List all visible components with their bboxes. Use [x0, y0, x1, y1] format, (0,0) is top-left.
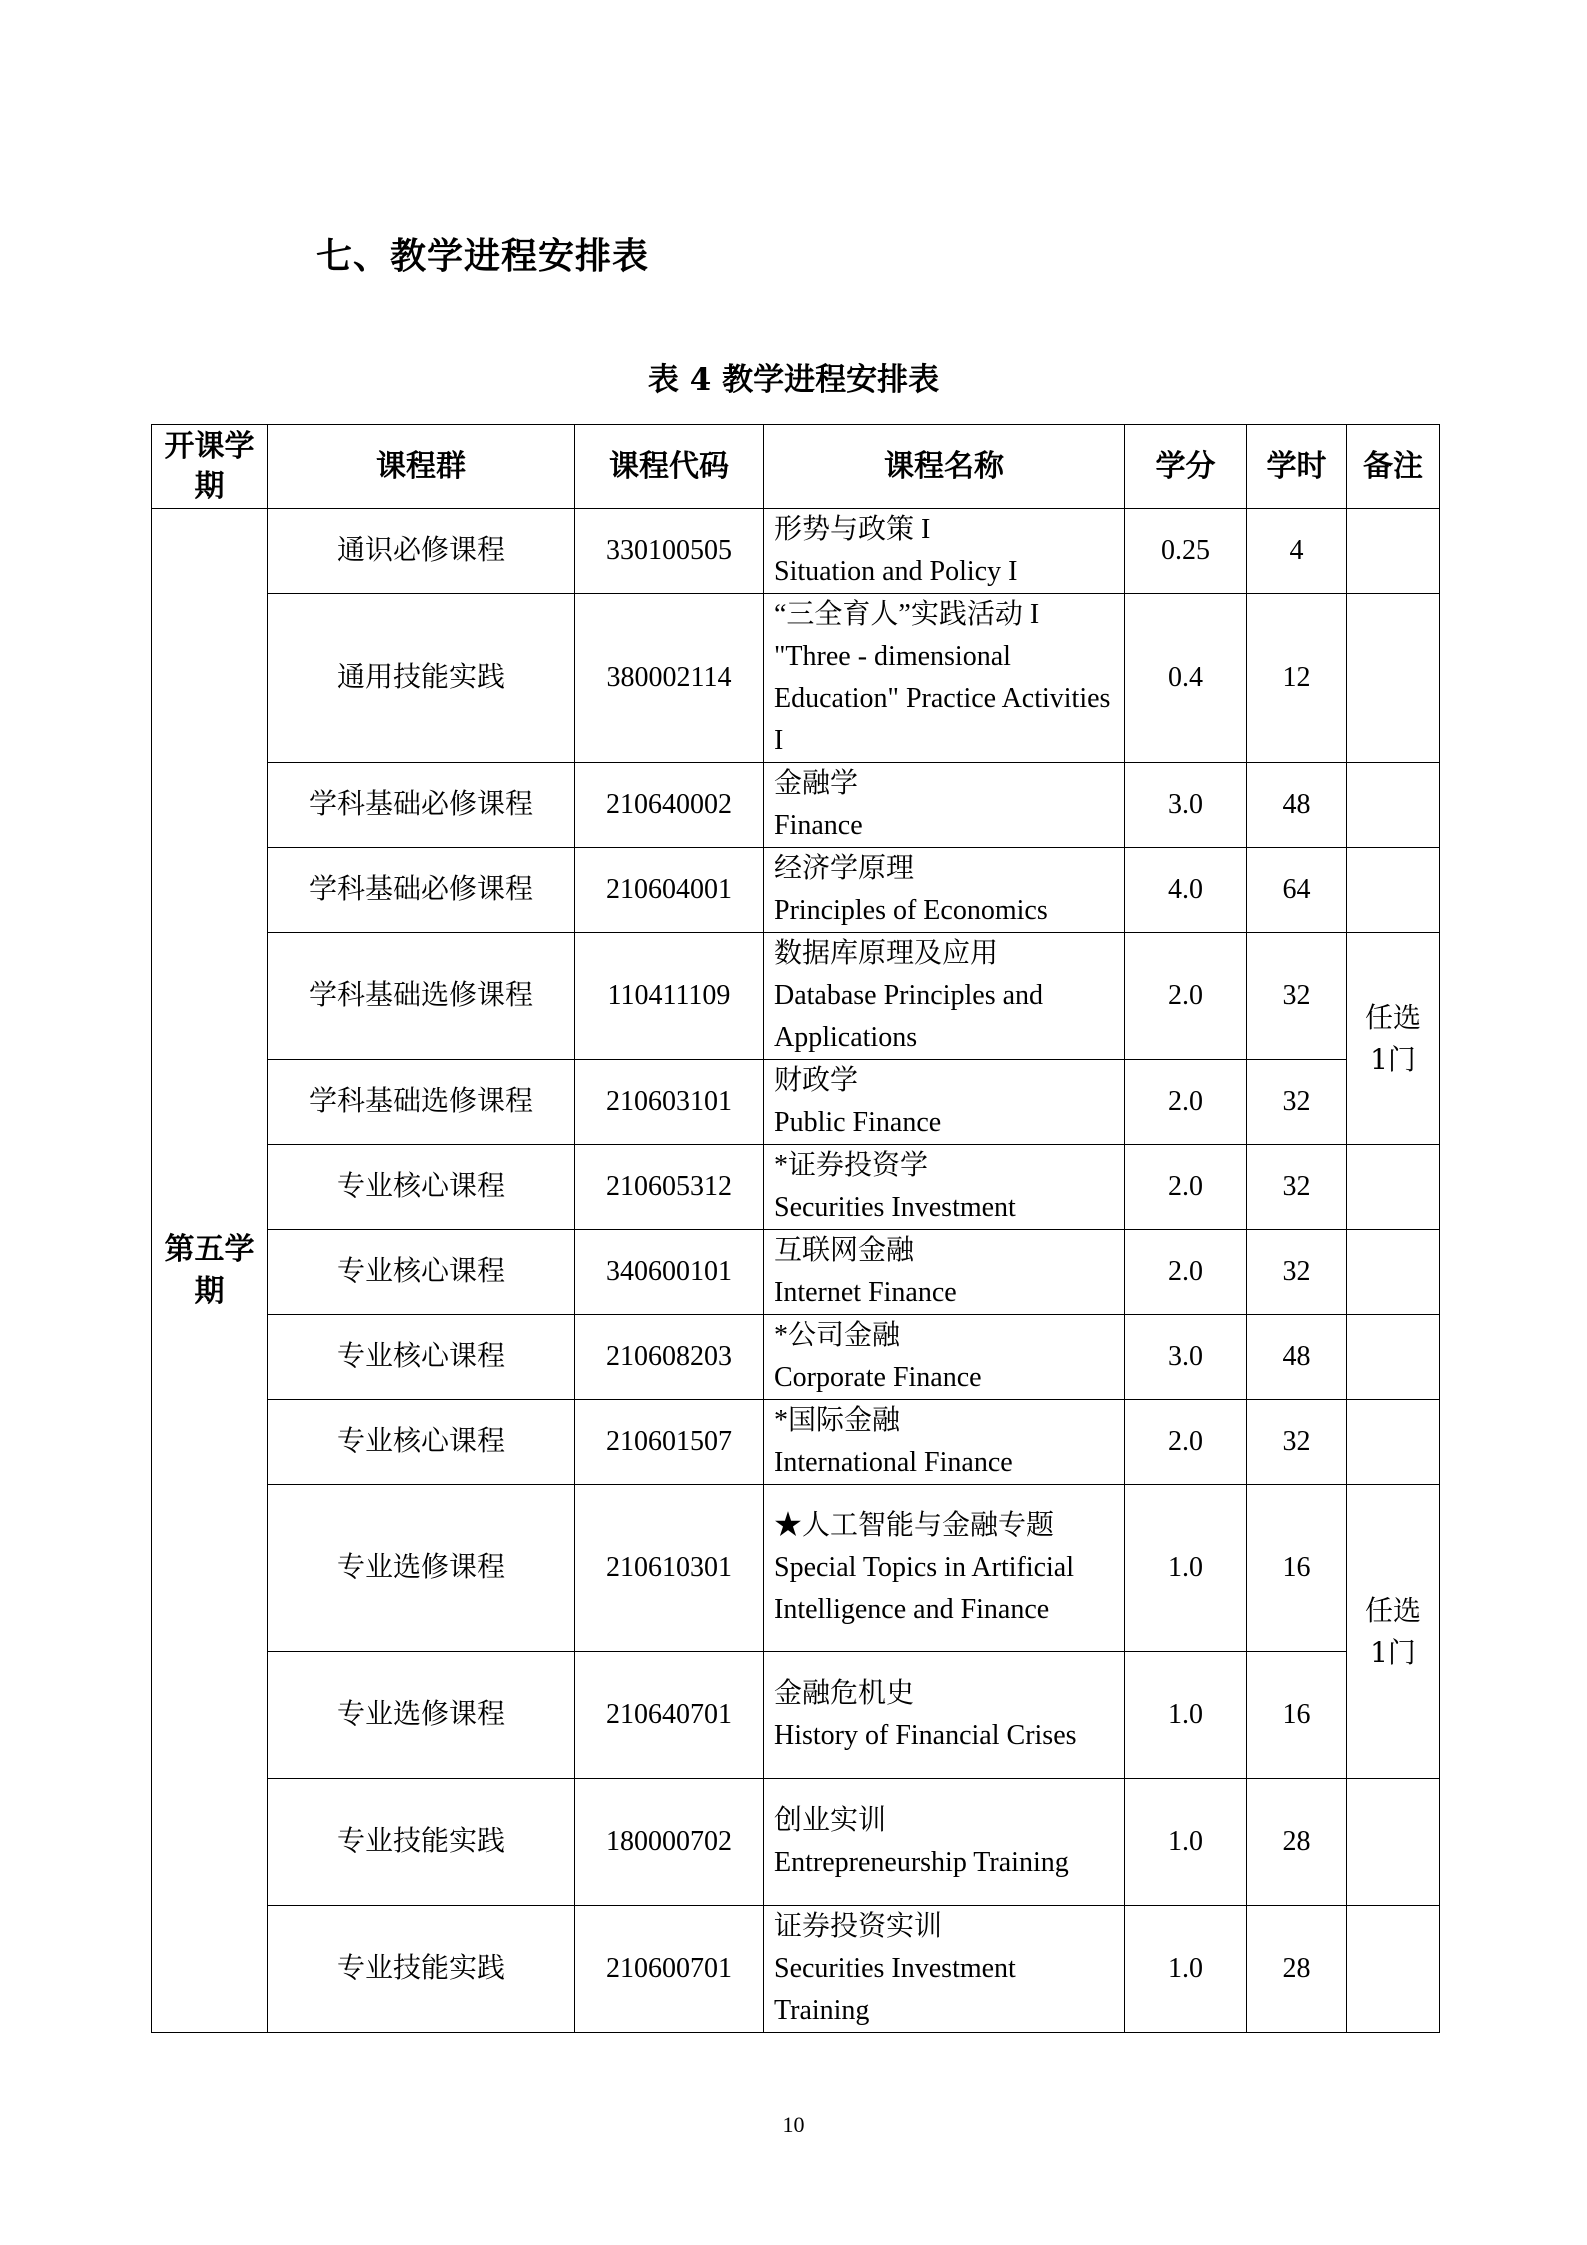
course-name-cn: 证券投资实训	[774, 1911, 943, 1942]
table-row	[152, 933, 1440, 1060]
code-cell: 110411109	[575, 933, 764, 1060]
group-cell: 专业核心课程	[268, 1230, 575, 1315]
table-caption: 表 4 教学进程安排表	[647, 362, 940, 398]
course-name-cell	[764, 1230, 1125, 1315]
table-row	[152, 1315, 1440, 1400]
group-cell: 学科基础必修课程	[268, 763, 575, 848]
hours-cell: 32	[1247, 933, 1347, 1060]
header-group: 课程群	[268, 425, 575, 509]
course-name-cell	[764, 1779, 1125, 1906]
course-name-cn: 形势与政策 I	[774, 514, 931, 545]
course-name-en: Internet Finance	[774, 1277, 957, 1308]
section-title: 七、教学进程安排表	[316, 236, 650, 277]
group-cell: 学科基础选修课程	[268, 1060, 575, 1145]
course-name-cn: *公司金融	[774, 1320, 901, 1351]
table-row	[152, 594, 1440, 763]
table-row	[152, 1400, 1440, 1485]
hours-cell: 64	[1247, 848, 1347, 933]
schedule-table	[151, 424, 1440, 2033]
note-cell	[1347, 1315, 1440, 1400]
hours-cell: 32	[1247, 1145, 1347, 1230]
code-cell: 210608203	[575, 1315, 764, 1400]
credit-cell: 2.0	[1125, 1145, 1247, 1230]
note-cell	[1347, 1779, 1440, 1906]
course-name-en: Finance	[774, 810, 863, 841]
credit-cell: 1.0	[1125, 1485, 1247, 1652]
hours-cell: 12	[1247, 594, 1347, 763]
course-name-cell	[764, 594, 1125, 763]
credit-cell: 1.0	[1125, 1652, 1247, 1779]
course-name-en: Entrepreneurship Training	[774, 1847, 1069, 1878]
hours-cell: 28	[1247, 1906, 1347, 2033]
note-cell	[1347, 1906, 1440, 2033]
course-name-cn: 创业实训	[774, 1805, 887, 1836]
course-name-cn: *证券投资学	[774, 1150, 929, 1181]
credit-cell: 1.0	[1125, 1906, 1247, 2033]
group-cell: 专业核心课程	[268, 1400, 575, 1485]
table-row	[152, 1485, 1440, 1652]
term-cell: 第五学期	[152, 509, 268, 2033]
group-cell: 专业技能实践	[268, 1906, 575, 2033]
table-row	[152, 1779, 1440, 1906]
course-name-en: History of Financial Crises	[774, 1720, 1077, 1751]
code-cell: 210610301	[575, 1485, 764, 1652]
course-name-cn: ★人工智能与金融专题	[774, 1510, 1055, 1541]
note-cell	[1347, 594, 1440, 763]
course-name-cell	[764, 848, 1125, 933]
group-cell: 专业核心课程	[268, 1145, 575, 1230]
note-cell	[1347, 848, 1440, 933]
hours-cell: 48	[1247, 763, 1347, 848]
course-name-cn: 经济学原理	[774, 853, 915, 884]
group-cell: 学科基础必修课程	[268, 848, 575, 933]
course-name-cell	[764, 1400, 1125, 1485]
course-name-cn: 金融学	[774, 768, 859, 799]
course-name-en: Corporate Finance	[774, 1362, 982, 1393]
course-name-cn: “三全育人”实践活动 I	[774, 599, 1040, 630]
code-cell: 210640002	[575, 763, 764, 848]
note-cell	[1347, 763, 1440, 848]
course-name-cn: 数据库原理及应用	[774, 938, 999, 969]
elective-note-cell: 任选1门	[1347, 933, 1440, 1145]
header-name: 课程名称	[764, 425, 1125, 509]
course-name-cell	[764, 1315, 1125, 1400]
table-row	[152, 1060, 1440, 1145]
hours-cell: 28	[1247, 1779, 1347, 1906]
course-name-cell	[764, 933, 1125, 1060]
course-name-en: Securities Investment	[774, 1192, 1016, 1223]
group-cell: 专业选修课程	[268, 1652, 575, 1779]
course-name-cell	[764, 1485, 1125, 1652]
note-cell	[1347, 509, 1440, 594]
course-name-cell	[764, 509, 1125, 594]
group-cell: 专业核心课程	[268, 1315, 575, 1400]
hours-cell: 16	[1247, 1485, 1347, 1652]
course-name-cell	[764, 1145, 1125, 1230]
course-name-cn: 互联网金融	[774, 1235, 915, 1266]
credit-cell: 4.0	[1125, 848, 1247, 933]
credit-cell: 0.25	[1125, 509, 1247, 594]
code-cell: 380002114	[575, 594, 764, 763]
hours-cell: 16	[1247, 1652, 1347, 1779]
header-hours: 学时	[1247, 425, 1347, 509]
group-cell: 学科基础选修课程	[268, 933, 575, 1060]
credit-cell: 2.0	[1125, 1060, 1247, 1145]
table-row	[152, 1230, 1440, 1315]
course-name-cell	[764, 1652, 1125, 1779]
course-name-en: Securities Investment Training	[774, 1953, 1016, 2026]
course-name-en: Situation and Policy I	[774, 556, 1018, 587]
code-cell: 210604001	[575, 848, 764, 933]
code-cell: 210601507	[575, 1400, 764, 1485]
note-cell	[1347, 1400, 1440, 1485]
table-row	[152, 763, 1440, 848]
header-term: 开课学期	[152, 425, 268, 509]
credit-cell: 0.4	[1125, 594, 1247, 763]
hours-cell: 48	[1247, 1315, 1347, 1400]
code-cell: 210603101	[575, 1060, 764, 1145]
course-name-cn: 财政学	[774, 1065, 859, 1096]
hours-cell: 32	[1247, 1400, 1347, 1485]
hours-cell: 32	[1247, 1230, 1347, 1315]
course-name-en: Database Principles and Applications	[774, 980, 1044, 1053]
credit-cell: 2.0	[1125, 1230, 1247, 1315]
group-cell: 专业选修课程	[268, 1485, 575, 1652]
credit-cell: 1.0	[1125, 1779, 1247, 1906]
code-cell: 330100505	[575, 509, 764, 594]
group-cell: 通用技能实践	[268, 594, 575, 763]
table-row	[152, 1145, 1440, 1230]
course-name-en: International Finance	[774, 1447, 1013, 1478]
credit-cell: 3.0	[1125, 763, 1247, 848]
hours-cell: 4	[1247, 509, 1347, 594]
course-name-cell	[764, 1906, 1125, 2033]
group-cell: 专业技能实践	[268, 1779, 575, 1906]
table-row	[152, 848, 1440, 933]
course-name-en: Special Topics in Artificial Intelligence and Finance	[774, 1552, 1075, 1625]
credit-cell: 2.0	[1125, 1400, 1247, 1485]
code-cell: 210600701	[575, 1906, 764, 2033]
header-row	[152, 425, 1440, 509]
course-name-cell	[764, 763, 1125, 848]
course-name-en: "Three - dimensional Education" Practice Activities I	[774, 641, 1111, 756]
hours-cell: 32	[1247, 1060, 1347, 1145]
course-name-en: Public Finance	[774, 1107, 942, 1138]
course-name-en: Principles of Economics	[774, 895, 1048, 926]
note-cell	[1347, 1230, 1440, 1315]
course-name-cn: *国际金融	[774, 1405, 901, 1436]
table-row	[152, 509, 1440, 594]
group-cell: 通识必修课程	[268, 509, 575, 594]
code-cell: 210640701	[575, 1652, 764, 1779]
header-credit: 学分	[1125, 425, 1247, 509]
credit-cell: 3.0	[1125, 1315, 1247, 1400]
table-row	[152, 1906, 1440, 2033]
elective-note-cell: 任选1门	[1347, 1485, 1440, 1779]
header-note: 备注	[1347, 425, 1440, 509]
code-cell: 210605312	[575, 1145, 764, 1230]
code-cell: 340600101	[575, 1230, 764, 1315]
credit-cell: 2.0	[1125, 933, 1247, 1060]
page-number: 10	[782, 2112, 805, 2137]
course-name-cn: 金融危机史	[774, 1678, 915, 1709]
course-name-cell	[764, 1060, 1125, 1145]
code-cell: 180000702	[575, 1779, 764, 1906]
header-code: 课程代码	[575, 425, 764, 509]
note-cell	[1347, 1145, 1440, 1230]
table-row	[152, 1652, 1440, 1779]
